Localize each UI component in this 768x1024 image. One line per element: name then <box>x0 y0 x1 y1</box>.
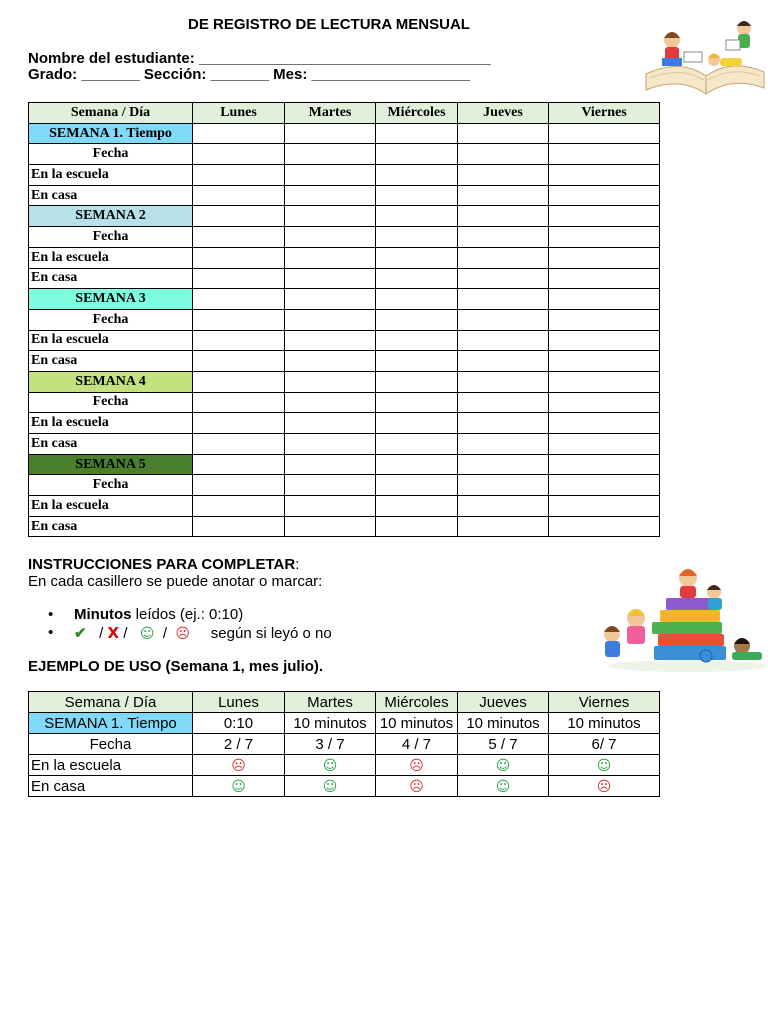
student-name-field[interactable]: Nombre del estudiante: ___________________________________ <box>28 50 491 67</box>
register-cell[interactable] <box>376 309 458 330</box>
home-row-label: En casa <box>29 516 193 537</box>
register-cell[interactable] <box>193 434 285 455</box>
school-row <box>29 496 660 517</box>
register-cell[interactable] <box>285 475 376 496</box>
home-row-label: En casa <box>29 268 193 289</box>
header-monday: Lunes <box>193 103 285 124</box>
register-cell[interactable] <box>285 434 376 455</box>
slash-separator: / <box>162 625 167 642</box>
school-row <box>29 413 660 434</box>
register-cell[interactable] <box>458 247 549 268</box>
week-row-2-label: SEMANA 2 <box>29 206 193 227</box>
example-cell: 3 / 7 <box>285 734 376 755</box>
slash-separator: / <box>123 625 128 642</box>
register-cell[interactable] <box>193 392 285 413</box>
register-cell[interactable] <box>376 496 458 517</box>
list-item-marks <box>28 624 332 642</box>
register-cell[interactable] <box>458 185 549 206</box>
fecha-row <box>29 144 660 165</box>
example-row-label: Fecha <box>29 734 193 755</box>
register-cell[interactable] <box>376 123 458 144</box>
register-cell[interactable] <box>285 206 376 227</box>
school-row-label: En la escuela <box>29 413 193 434</box>
home-row <box>29 268 660 289</box>
register-cell[interactable] <box>458 516 549 537</box>
register-cell[interactable] <box>458 123 549 144</box>
register-cell[interactable] <box>458 496 549 517</box>
example-row-fecha <box>29 734 660 755</box>
register-cell[interactable] <box>193 144 285 165</box>
example-week-label: SEMANA 1. Tiempo <box>29 713 193 734</box>
register-cell[interactable] <box>285 144 376 165</box>
register-cell[interactable] <box>285 227 376 248</box>
example-table <box>28 691 660 797</box>
register-cell[interactable] <box>193 227 285 248</box>
fecha-row <box>29 392 660 413</box>
register-cell[interactable] <box>458 268 549 289</box>
week-row-3-label: SEMANA 3 <box>29 289 193 310</box>
home-row-label: En casa <box>29 351 193 372</box>
example-cell: 0:10 <box>193 713 285 734</box>
register-cell[interactable] <box>376 516 458 537</box>
fecha-row-label: Fecha <box>29 475 193 496</box>
example-row-tiempo <box>29 713 660 734</box>
example-cell <box>549 755 660 776</box>
register-cell[interactable] <box>193 351 285 372</box>
register-cell[interactable] <box>549 330 660 351</box>
register-cell[interactable] <box>285 351 376 372</box>
marks-explanation: según si leyó o no <box>210 625 332 642</box>
register-cell[interactable] <box>193 185 285 206</box>
example-cell: 5 / 7 <box>458 734 549 755</box>
register-cell[interactable] <box>193 268 285 289</box>
example-cell <box>193 755 285 776</box>
register-cell[interactable] <box>193 289 285 310</box>
register-cell[interactable] <box>193 247 285 268</box>
children-reading-illustration <box>640 14 768 102</box>
register-cell[interactable] <box>193 496 285 517</box>
week-row-5 <box>29 454 660 475</box>
example-cell <box>376 755 458 776</box>
school-row-label: En la escuela <box>29 247 193 268</box>
register-cell[interactable] <box>193 454 285 475</box>
happy-face-icon: ☺ <box>322 757 338 774</box>
register-cell[interactable] <box>376 330 458 351</box>
register-cell[interactable] <box>549 309 660 330</box>
register-cell[interactable] <box>458 165 549 186</box>
instructions-colon: : <box>295 556 300 573</box>
example-row-label: En casa <box>29 776 193 797</box>
register-cell[interactable] <box>376 392 458 413</box>
header-wednesday: Miércoles <box>376 103 458 124</box>
home-row <box>29 516 660 537</box>
sad-face-icon: ☹ <box>175 626 190 642</box>
register-cell[interactable] <box>549 434 660 455</box>
fecha-row <box>29 475 660 496</box>
week-row-4 <box>29 371 660 392</box>
school-row-label: En la escuela <box>29 165 193 186</box>
register-cell[interactable] <box>549 413 660 434</box>
register-cell[interactable] <box>376 475 458 496</box>
register-cell[interactable] <box>549 289 660 310</box>
school-row-label: En la escuela <box>29 496 193 517</box>
register-cell[interactable] <box>458 330 549 351</box>
reading-register-table <box>28 102 660 537</box>
week-row-2 <box>29 206 660 227</box>
register-cell[interactable] <box>549 516 660 537</box>
register-cell[interactable] <box>285 330 376 351</box>
register-cell[interactable] <box>458 309 549 330</box>
happy-face-icon: ☺ <box>322 778 338 795</box>
happy-face-icon: ☺ <box>139 626 155 642</box>
register-cell[interactable] <box>458 454 549 475</box>
example-cell: 6/ 7 <box>549 734 660 755</box>
register-cell[interactable] <box>193 206 285 227</box>
register-cell[interactable] <box>193 371 285 392</box>
register-cell[interactable] <box>458 434 549 455</box>
instructions-intro: En cada casillero se puede anotar o marcar: <box>28 573 323 590</box>
register-header-row <box>29 103 660 124</box>
register-cell[interactable] <box>376 371 458 392</box>
example-cell: 10 minutos <box>285 713 376 734</box>
register-cell[interactable] <box>193 123 285 144</box>
fecha-row-label: Fecha <box>29 309 193 330</box>
register-cell[interactable] <box>549 247 660 268</box>
register-cell[interactable] <box>549 165 660 186</box>
register-cell[interactable] <box>285 289 376 310</box>
register-cell[interactable] <box>193 330 285 351</box>
school-row-label: En la escuela <box>29 330 193 351</box>
instructions-block <box>28 556 332 642</box>
register-cell[interactable] <box>549 392 660 413</box>
example-row-label: En la escuela <box>29 755 193 776</box>
example-cell: 2 / 7 <box>193 734 285 755</box>
register-cell[interactable] <box>376 351 458 372</box>
example-header-week-day: Semana / Día <box>29 692 193 713</box>
minutes-rest: leídos (ej.: 0:10) <box>131 606 244 623</box>
example-header-wednesday: Miércoles <box>376 692 458 713</box>
home-row <box>29 185 660 206</box>
register-cell[interactable] <box>549 496 660 517</box>
example-cell <box>193 776 285 797</box>
register-cell[interactable] <box>376 227 458 248</box>
happy-face-icon: ☺ <box>596 757 612 774</box>
fecha-row <box>29 309 660 330</box>
example-title: EJEMPLO DE USO (Semana 1, mes julio). <box>28 658 324 675</box>
register-cell[interactable] <box>458 392 549 413</box>
register-cell[interactable] <box>376 144 458 165</box>
check-icon: ✔ <box>74 625 87 642</box>
register-cell[interactable] <box>458 413 549 434</box>
register-cell[interactable] <box>193 309 285 330</box>
register-cell[interactable] <box>549 123 660 144</box>
home-row <box>29 351 660 372</box>
sad-face-icon: ☹ <box>596 778 612 795</box>
week-row-1-label: SEMANA 1. Tiempo <box>29 123 193 144</box>
register-cell[interactable] <box>285 165 376 186</box>
example-cell: 10 minutos <box>549 713 660 734</box>
register-cell[interactable] <box>549 475 660 496</box>
register-cell[interactable] <box>376 268 458 289</box>
register-cell[interactable] <box>458 371 549 392</box>
register-cell[interactable] <box>285 392 376 413</box>
register-cell[interactable] <box>193 516 285 537</box>
example-header-row <box>29 692 660 713</box>
bullet-dot: • <box>48 624 54 641</box>
header-friday: Viernes <box>549 103 660 124</box>
instructions-heading: INSTRUCCIONES PARA COMPLETAR <box>28 556 296 573</box>
register-cell[interactable] <box>549 206 660 227</box>
bullet-dot: • <box>48 606 54 623</box>
register-cell[interactable] <box>376 185 458 206</box>
register-cell[interactable] <box>376 206 458 227</box>
register-cell[interactable] <box>458 351 549 372</box>
register-cell[interactable] <box>285 516 376 537</box>
register-cell[interactable] <box>376 413 458 434</box>
example-header-friday: Viernes <box>549 692 660 713</box>
register-cell[interactable] <box>549 185 660 206</box>
fecha-row-label: Fecha <box>29 227 193 248</box>
example-header-thursday: Jueves <box>458 692 549 713</box>
instructions-list <box>28 606 332 642</box>
fecha-row <box>29 227 660 248</box>
register-cell[interactable] <box>285 247 376 268</box>
example-header-tuesday: Martes <box>285 692 376 713</box>
fecha-row-label: Fecha <box>29 392 193 413</box>
grade-section-month-field[interactable]: Grado: _______ Sección: _______ Mes: ___________________ <box>28 66 470 83</box>
school-row <box>29 330 660 351</box>
list-item-minutes <box>28 606 332 624</box>
home-row-label: En casa <box>29 434 193 455</box>
example-cell <box>549 776 660 797</box>
register-cell[interactable] <box>458 227 549 248</box>
example-cell <box>376 776 458 797</box>
register-cell[interactable] <box>376 454 458 475</box>
register-cell[interactable] <box>549 227 660 248</box>
register-cell[interactable] <box>285 268 376 289</box>
register-cell[interactable] <box>549 144 660 165</box>
example-cell: 10 minutos <box>458 713 549 734</box>
happy-face-icon: ☺ <box>495 757 511 774</box>
home-row <box>29 434 660 455</box>
register-cell[interactable] <box>376 165 458 186</box>
happy-face-icon: ☺ <box>231 778 246 795</box>
school-row <box>29 247 660 268</box>
register-cell[interactable] <box>458 206 549 227</box>
sad-face-icon: ☹ <box>409 778 424 795</box>
register-cell[interactable] <box>376 434 458 455</box>
header-week-day: Semana / Día <box>29 103 193 124</box>
register-cell[interactable] <box>549 268 660 289</box>
register-cell[interactable] <box>549 371 660 392</box>
example-cell <box>285 776 376 797</box>
register-cell[interactable] <box>458 289 549 310</box>
register-cell[interactable] <box>285 371 376 392</box>
home-row-label: En casa <box>29 185 193 206</box>
register-cell[interactable] <box>458 144 549 165</box>
register-cell[interactable] <box>193 475 285 496</box>
example-cell: 4 / 7 <box>376 734 458 755</box>
example-cell: 10 minutos <box>376 713 458 734</box>
example-row-escuela <box>29 755 660 776</box>
register-cell[interactable] <box>193 413 285 434</box>
register-cell[interactable] <box>285 413 376 434</box>
register-cell[interactable] <box>458 475 549 496</box>
minutes-bold: Minutos <box>74 606 132 623</box>
example-header-monday: Lunes <box>193 692 285 713</box>
sad-face-icon: ☹ <box>231 757 246 774</box>
register-cell[interactable] <box>285 496 376 517</box>
register-cell[interactable] <box>285 309 376 330</box>
register-cell[interactable] <box>285 123 376 144</box>
slash-separator: / <box>99 625 104 642</box>
happy-face-icon: ☺ <box>495 778 511 795</box>
register-cell[interactable] <box>549 351 660 372</box>
register-cell[interactable] <box>193 165 285 186</box>
register-cell[interactable] <box>549 454 660 475</box>
sad-face-icon: ☹ <box>409 757 424 774</box>
children-on-books-illustration <box>596 548 768 676</box>
register-cell[interactable] <box>376 247 458 268</box>
register-cell[interactable] <box>285 454 376 475</box>
example-cell <box>285 755 376 776</box>
example-cell <box>458 776 549 797</box>
school-row <box>29 165 660 186</box>
fecha-row-label: Fecha <box>29 144 193 165</box>
week-row-3 <box>29 289 660 310</box>
student-fields <box>28 51 491 83</box>
register-cell[interactable] <box>376 289 458 310</box>
register-cell[interactable] <box>285 185 376 206</box>
example-row-casa <box>29 776 660 797</box>
header-tuesday: Martes <box>285 103 376 124</box>
week-row-4-label: SEMANA 4 <box>29 371 193 392</box>
week-row-1 <box>29 123 660 144</box>
x-icon: X <box>107 624 120 642</box>
header-thursday: Jueves <box>458 103 549 124</box>
example-cell <box>458 755 549 776</box>
page-title: DE REGISTRO DE LECTURA MENSUAL <box>188 16 470 33</box>
week-row-5-label: SEMANA 5 <box>29 454 193 475</box>
